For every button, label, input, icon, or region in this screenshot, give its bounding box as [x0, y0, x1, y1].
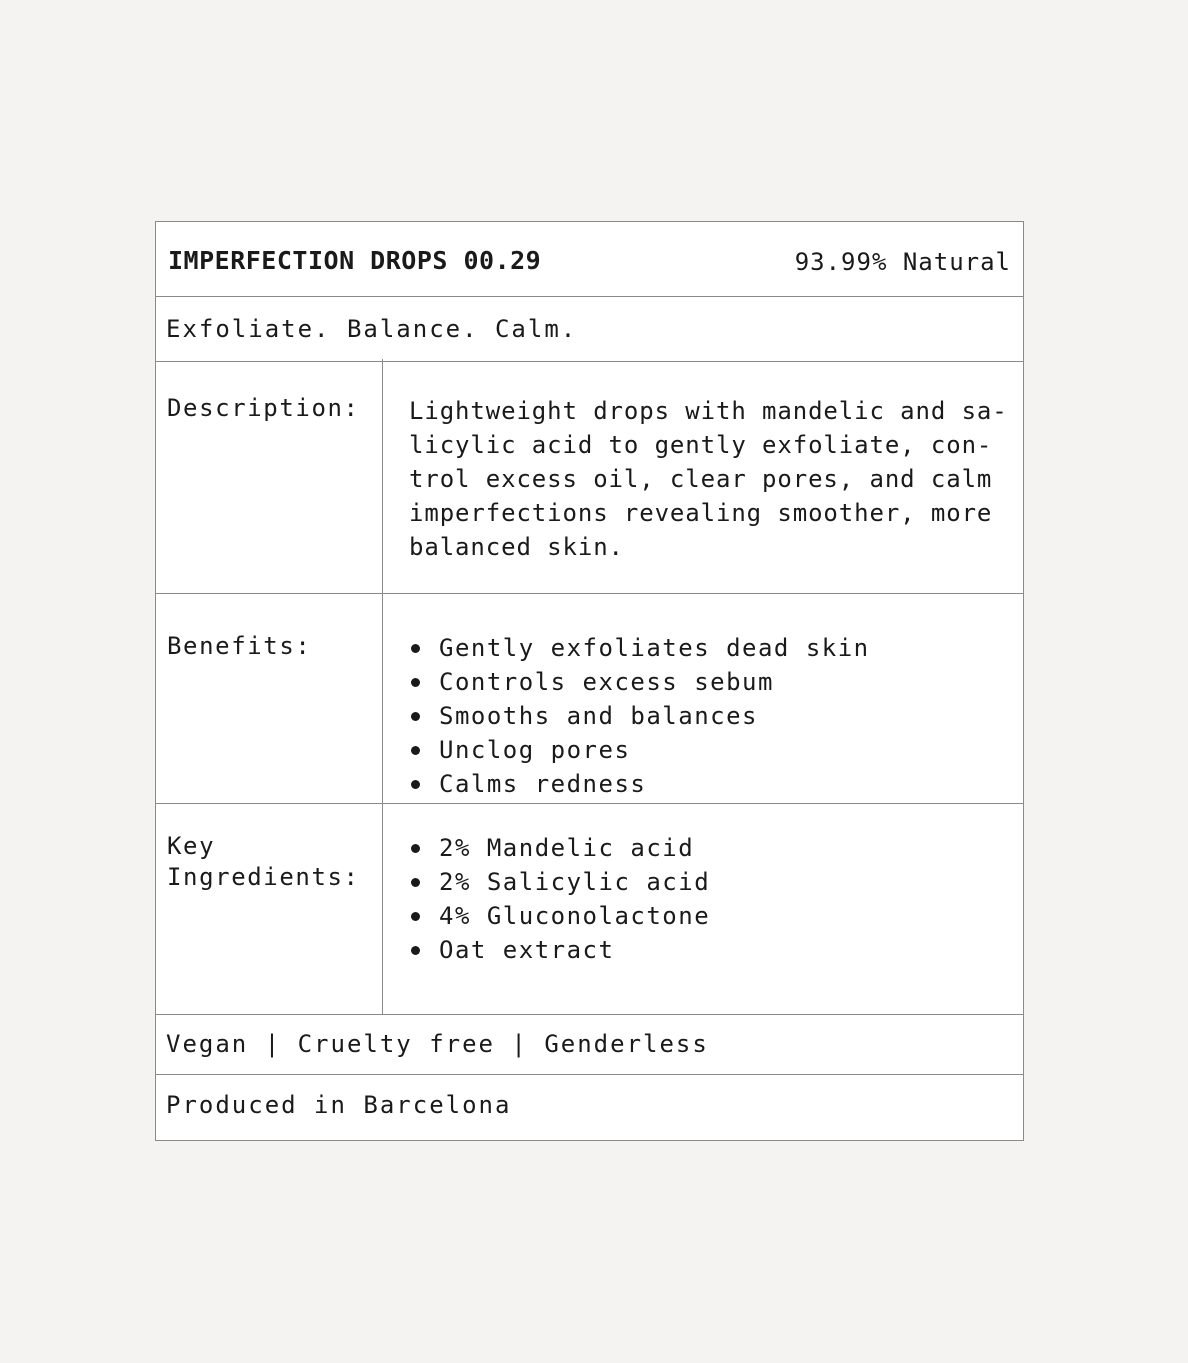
- bullet-icon: [411, 746, 420, 755]
- natural-percentage: 93.99% Natural: [794, 248, 1011, 276]
- bullet-icon: [411, 712, 420, 721]
- product-claims: Vegan | Cruelty free | Genderless: [166, 1030, 709, 1058]
- bullet-icon: [411, 844, 420, 853]
- key-ingredients-row: [156, 804, 1023, 1015]
- list-item: [409, 831, 710, 865]
- benefits-list: [409, 631, 870, 801]
- list-item: [409, 865, 710, 899]
- description-label: Description:: [167, 394, 360, 422]
- list-item: [409, 699, 870, 733]
- description-text: Lightweight drops with mandelic and sa- licylic acid to gently exfoliate, con- trol excess oil, clear pores, and calm imperfections revealing smoother, more balanced skin.: [409, 397, 1008, 561]
- tagline-row: [156, 297, 1023, 362]
- key-ingredients-label: Key Ingredients:: [167, 832, 360, 891]
- production-origin: Produced in Barcelona: [166, 1091, 512, 1119]
- list-item: [409, 631, 870, 665]
- list-item: [409, 933, 710, 967]
- label-header: [156, 222, 1023, 297]
- ingredient-text: 2% Mandelic acid: [439, 834, 695, 862]
- list-item: [409, 899, 710, 933]
- benefits-row: [156, 594, 1023, 804]
- bullet-icon: [411, 946, 420, 955]
- bullet-icon: [411, 678, 420, 687]
- product-label-card: [155, 221, 1024, 1141]
- product-name: IMPERFECTION DROPS 00.29: [168, 246, 542, 275]
- bullet-icon: [411, 912, 420, 921]
- ingredient-text: Oat extract: [439, 936, 615, 964]
- benefit-text: Calms redness: [439, 770, 647, 798]
- benefit-text: Smooths and balances: [439, 702, 758, 730]
- bullet-icon: [411, 780, 420, 789]
- list-item: [409, 733, 870, 767]
- ingredients-list: [409, 831, 710, 967]
- bullet-icon: [411, 878, 420, 887]
- list-item: [409, 767, 870, 801]
- description-row: [156, 362, 1023, 594]
- product-tagline: Exfoliate. Balance. Calm.: [166, 315, 578, 343]
- ingredient-text: 4% Gluconolactone: [439, 902, 711, 930]
- benefits-label: Benefits:: [167, 632, 312, 660]
- claims-row: [156, 1015, 1023, 1075]
- benefit-text: Gently exfoliates dead skin: [439, 634, 870, 662]
- ingredient-text: 2% Salicylic acid: [439, 868, 711, 896]
- benefit-text: Controls excess sebum: [439, 668, 774, 696]
- list-item: [409, 665, 870, 699]
- benefit-text: Unclog pores: [439, 736, 631, 764]
- origin-row: [156, 1075, 1023, 1142]
- bullet-icon: [411, 644, 420, 653]
- column-divider: [382, 359, 383, 1015]
